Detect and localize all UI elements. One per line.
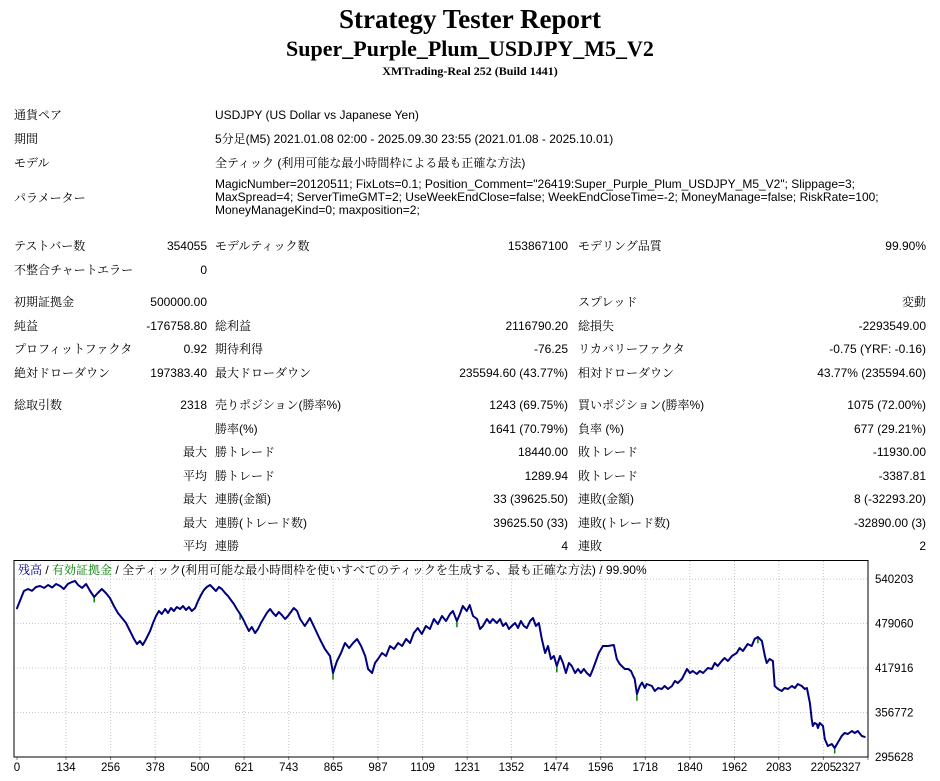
stat-cell-c3: 最大ドローダウン [215,365,312,380]
stat-cell-c6: 677 (29.21%) [853,421,926,436]
stat-cell-c2: 最大 [182,515,207,530]
table-row [0,488,940,512]
legend-model-label: 全ティック(利用可能な最小時間枠を使いすべてのティックを生成する、最も正確な方法) [122,562,596,577]
stat-cell-c2: 平均 [182,468,207,483]
stat-cell-c5: 敗トレード [578,445,639,459]
stat-cell-c2: -176758.80 [146,318,207,333]
x-axis-label: 987 [368,761,388,774]
balance-chart-canvas [0,560,940,778]
settings-row [0,175,940,221]
stat-cell-c5: モデリング品質 [578,239,662,253]
stat-cell-c6: -3387.81 [878,468,926,483]
y-axis-label: 417916 [875,662,914,675]
chart-frame [14,560,868,757]
stat-cell-c4 [365,291,568,315]
stat-cell-c1 [14,465,145,489]
ea-name-subtitle: Super_Purple_Plum_USDJPY_M5_V2 [286,36,654,61]
y-axis-label: 479060 [875,618,914,630]
stat-cell-c2: 500000.00 [150,295,207,309]
stat-cell-c5: スプレッド [578,295,638,309]
x-axis-label: 1718 [632,761,659,774]
stat-cell-c6: -32890.00 (3) [853,515,926,530]
table-row [0,535,940,559]
stat-cell-c1 [14,512,145,536]
setting-value: 全ティック (利用可能な最小時間枠による最も正確な方法) [215,156,526,170]
x-axis-label: 743 [279,761,299,774]
stat-cell-c2: 0 [200,262,207,277]
x-axis-label: 865 [323,761,343,774]
table-row [0,441,940,465]
x-axis-label: 1231 [454,761,480,774]
stat-cell-c3 [215,259,365,283]
stat-cell-c1: 総取引数 [14,398,63,412]
table-row [0,512,940,536]
stat-cell-c4: -76.25 [533,342,568,356]
stat-cell-c1: テストバー数 [14,239,86,253]
table-row [0,394,940,418]
y-axis-label: 540203 [875,573,914,586]
stat-cell-c2: 354055 [166,239,207,253]
stat-cell-c5: 連敗(金額) [578,492,634,506]
x-axis-label: 134 [56,761,76,774]
stat-cell-c4: 2116790.20 [505,318,568,333]
stat-cell-c4: 39625.50 (33) [493,515,568,530]
stat-cell-c4: 18440.00 [517,445,568,459]
stat-cell-c3: 総利益 [215,318,252,333]
stat-cell-c3: 連勝 [215,539,240,553]
settings-row [0,103,940,127]
table-row [0,259,940,283]
x-axis-label: 2083 [766,761,792,774]
stat-cell-c3: 売りポジション(勝率%) [215,398,342,412]
stat-cell-c6: -11930.00 [872,445,926,459]
stat-cell-c4: 1641 (70.79%) [489,421,568,436]
setting-value: 5分足(M5) 2021.01.08 02:00 - 2025.09.30 23:55 (2021.01.08 - 2025.10.01) [215,132,614,146]
stat-cell-c2: 最大 [182,492,207,506]
legend-equity-label: 有効証拠金 [52,562,113,577]
setting-value: USDJPY (US Dollar vs Japanese Yen) [215,108,419,122]
stat-cell-c3: 勝トレード [215,445,276,459]
table-row [0,235,940,259]
stat-cell-c4: 4 [561,539,568,553]
x-axis-label: 1352 [498,761,525,774]
stat-cell-c2: 最大 [182,445,207,459]
stat-cell-c2: 2318 [180,398,207,412]
y-axis-label: 295628 [875,751,914,764]
x-axis-label: 1962 [721,761,748,774]
stat-cell-c2: 0.92 [183,342,207,356]
stat-cell-c5: 相対ドローダウン [578,365,675,380]
x-axis-label: 1596 [587,761,614,774]
stat-cell-c5: リカバリーファクタ [578,342,685,356]
stat-cell-c1: 初期証拠金 [14,295,75,309]
stat-cell-c5 [578,259,768,283]
page-title: Strategy Tester Report [339,4,601,34]
stat-cell-c3: 期待利得 [215,342,264,356]
stat-cell-c6: 2 [919,539,926,553]
stat-cell-c3: 勝トレード [215,468,276,483]
stat-cell-c5: 総損失 [578,318,615,333]
stat-cell-c6: 99.90% [885,239,926,253]
stat-cell-c6: 変動 [901,295,926,309]
table-row [0,315,940,339]
setting-label: パラメーター [14,191,86,205]
setting-label: 期間 [14,132,39,146]
stat-cell-c4: 235594.60 (43.77%) [459,365,568,380]
stat-cell-c1 [14,535,145,559]
chart-legend [18,563,647,577]
stat-cell-c3: モデルティック数 [215,239,310,253]
broker-build-line: XMTrading-Real 252 (Build 1441) [382,64,558,78]
x-axis-label: 2205 [810,761,837,774]
stat-cell-c3: 連勝(金額) [215,492,271,506]
table-row [0,418,940,442]
stat-cell-c6 [768,259,926,283]
table-row [0,291,940,315]
stat-cell-c5: 買いポジション(勝率%) [578,398,705,412]
settings-table [0,103,940,221]
x-axis-label: 378 [145,761,165,774]
x-axis-label: 621 [234,761,254,774]
stat-cell-c5: 連敗 [578,539,603,553]
x-axis-label: 500 [190,761,210,774]
stat-cell-c1: プロフィットファクタ [14,342,133,356]
stat-cell-c4: 33 (39625.50) [493,492,568,506]
x-axis-label: 0 [13,761,21,774]
stat-cell-c2: 197383.40 [150,365,207,380]
stat-cell-c6: -2293549.00 [858,318,926,333]
x-axis-label: 2327 [835,761,861,774]
legend-balance-label: 残高 [18,562,43,577]
y-axis-label: 356772 [875,707,914,719]
setting-label: モデル [14,156,50,170]
stat-cell-c1 [14,488,145,512]
setting-value: MagicNumber=20120511; FixLots=0.1; Position_Comment="26419:Super_Purple_Plum_USDJPY_M5_V2"; Slippage=3; MaxSpread=4; ServerTimeGMT=2; UseWeekEndClose=false; WeekEndCloseTime=-2; MoneyManage=false; RiskRate=100; MoneyManageKind=0; maxposition=2; [215,177,879,217]
x-axis-label: 1840 [677,761,703,774]
stat-cell-c5: 負率 (%) [578,421,624,436]
stat-cell-c1: 不整合チャートエラー [14,262,134,277]
stat-cell-c4: 153867100 [507,239,568,253]
stat-cell-c1: 純益 [14,318,39,333]
stat-cell-c4 [365,259,568,283]
setting-label: 通貨ペア [14,108,63,122]
stat-cell-c1 [14,441,145,465]
table-row [0,465,940,489]
table-row [0,362,940,386]
settings-row [0,127,940,151]
stat-cell-c3: 連勝(トレード数) [215,515,307,530]
stat-cell-c4: 1289.94 [524,468,568,483]
legend-separator: / [595,562,606,577]
stat-cell-c6: 43.77% (235594.60) [817,365,926,380]
stat-cell-c2 [145,418,207,442]
report-header [0,4,940,79]
stat-cell-c6: -0.75 (YRF: -0.16) [829,342,926,356]
stat-cell-c3 [215,291,365,315]
settings-row [0,151,940,175]
table-row [0,338,940,362]
stat-cell-c4: 1243 (69.75%) [489,398,568,412]
stat-cell-c5: 連敗(トレード数) [578,515,670,530]
results-table [0,235,940,559]
stat-cell-c6: 8 (-32293.20) [853,492,926,506]
x-axis-label: 1474 [543,761,569,774]
legend-quality: 99.90% [605,562,647,577]
stat-cell-c2: 平均 [182,539,207,553]
legend-separator: / [42,562,53,577]
stat-cell-c6: 1075 (72.00%) [847,398,926,412]
stat-cell-c1: 絶対ドローダウン [14,365,111,380]
legend-separator: / [112,562,123,577]
stat-cell-c1 [14,418,145,442]
stat-cell-c5: 敗トレード [578,468,639,483]
x-axis-label: 1109 [410,761,435,774]
stat-cell-c3: 勝率(%) [215,421,258,436]
balance-line [17,581,865,748]
balance-chart [0,560,940,778]
x-axis-label: 256 [101,761,121,774]
